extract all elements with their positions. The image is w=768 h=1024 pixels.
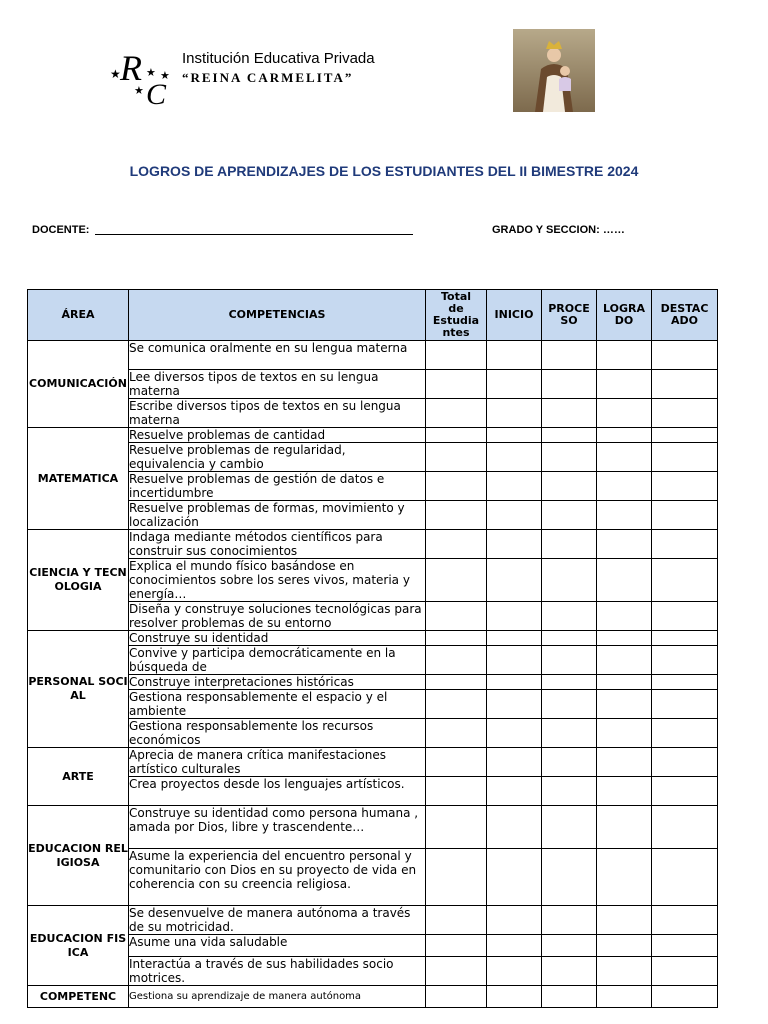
score-cell <box>426 602 487 631</box>
table-row <box>28 631 718 646</box>
competencia-cell: Interactúa a través de sus habilidades socio motrices. <box>129 957 426 986</box>
score-cell <box>426 986 487 1008</box>
table-row <box>28 530 718 559</box>
header-inicio: INICIO <box>487 290 542 341</box>
score-cell <box>597 935 652 957</box>
score-cell <box>597 472 652 501</box>
score-cell <box>487 341 542 370</box>
virgin-carmen-image <box>513 29 595 112</box>
competencia-cell: Diseña y construye soluciones tecnológicas para resolver problemas de su entorno <box>129 602 426 631</box>
competencia-cell: Convive y participa democráticamente en la búsqueda de <box>129 646 426 675</box>
competencia-cell: Asume la experiencia del encuentro personal y comunitario con Dios en su proyecto de vida en coherencia con su creencia religiosa. <box>129 849 426 906</box>
score-cell <box>597 443 652 472</box>
score-cell <box>652 849 718 906</box>
table-row <box>28 986 718 1008</box>
score-cell <box>487 399 542 428</box>
header-destacado: DESTAC ADO <box>652 290 718 341</box>
score-cell <box>487 428 542 443</box>
competencia-cell: Resuelve problemas de formas, movimiento y localización <box>129 501 426 530</box>
table-row <box>28 957 718 986</box>
table-row <box>28 849 718 906</box>
table-row <box>28 675 718 690</box>
docente-label: DOCENTE: <box>32 224 90 236</box>
table-row <box>28 559 718 602</box>
score-cell <box>426 370 487 399</box>
score-cell <box>542 399 597 428</box>
header-area: ÁREA <box>28 290 129 341</box>
score-cell <box>426 341 487 370</box>
table-row <box>28 602 718 631</box>
score-cell <box>487 777 542 806</box>
score-cell <box>542 719 597 748</box>
score-cell <box>426 719 487 748</box>
score-cell <box>542 559 597 602</box>
score-cell <box>597 690 652 719</box>
table-row <box>28 777 718 806</box>
score-cell <box>652 530 718 559</box>
score-cell <box>487 957 542 986</box>
score-cell <box>652 646 718 675</box>
area-cell: ARTE <box>28 748 129 806</box>
competencia-cell: Se comunica oralmente en su lengua materna <box>129 341 426 370</box>
competencia-cell: Gestiona responsablemente el espacio y el ambiente <box>129 690 426 719</box>
score-cell <box>426 806 487 849</box>
score-cell <box>652 719 718 748</box>
svg-text:C: C <box>146 78 167 108</box>
header-total-estudiantes: Total de Estudia ntes <box>426 290 487 341</box>
achievements-table <box>27 289 718 1008</box>
score-cell <box>426 748 487 777</box>
score-cell <box>542 646 597 675</box>
score-cell <box>652 986 718 1008</box>
score-cell <box>542 602 597 631</box>
competencia-cell: Escribe diversos tipos de textos en su lengua materna <box>129 399 426 428</box>
score-cell <box>426 849 487 906</box>
score-cell <box>426 675 487 690</box>
score-cell <box>597 602 652 631</box>
area-cell: MATEMATICA <box>28 428 129 530</box>
score-cell <box>652 443 718 472</box>
score-cell <box>542 472 597 501</box>
competencia-cell: Aprecia de manera crítica manifestaciones artístico culturales <box>129 748 426 777</box>
competencia-cell: Indaga mediante métodos científicos para construir sus conocimientos <box>129 530 426 559</box>
competencia-cell: Crea proyectos desde los lenguajes artísticos. <box>129 777 426 806</box>
score-cell <box>652 675 718 690</box>
score-cell <box>542 777 597 806</box>
score-cell <box>542 443 597 472</box>
table-row <box>28 906 718 935</box>
score-cell <box>652 341 718 370</box>
institution-logo <box>110 48 180 108</box>
score-cell <box>597 646 652 675</box>
score-cell <box>597 777 652 806</box>
table-row <box>28 935 718 957</box>
score-cell <box>487 690 542 719</box>
header-logrado: LOGRA DO <box>597 290 652 341</box>
score-cell <box>487 559 542 602</box>
table-row <box>28 341 718 370</box>
competencia-cell: Construye su identidad <box>129 631 426 646</box>
score-cell <box>487 646 542 675</box>
score-cell <box>652 602 718 631</box>
institution-name: “REINA CARMELITA” <box>182 70 354 85</box>
score-cell <box>426 631 487 646</box>
score-cell <box>426 530 487 559</box>
score-cell <box>487 935 542 957</box>
table-row <box>28 501 718 530</box>
competencia-cell: Resuelve problemas de gestión de datos e incertidumbre <box>129 472 426 501</box>
score-cell <box>487 849 542 906</box>
score-cell <box>652 631 718 646</box>
score-cell <box>487 472 542 501</box>
score-cell <box>597 370 652 399</box>
score-cell <box>652 559 718 602</box>
table-row <box>28 443 718 472</box>
score-cell <box>487 370 542 399</box>
table-row <box>28 370 718 399</box>
score-cell <box>652 428 718 443</box>
competencia-cell: Explica el mundo físico basándose en conocimientos sobre los seres vivos, materia y energía… <box>129 559 426 602</box>
score-cell <box>487 748 542 777</box>
score-cell <box>542 849 597 906</box>
header-proceso: PROCE SO <box>542 290 597 341</box>
document-title: LOGROS DE APRENDIZAJES DE LOS ESTUDIANTES DEL II BIMESTRE 2024 <box>129 163 639 179</box>
table-row <box>28 428 718 443</box>
score-cell <box>487 443 542 472</box>
score-cell <box>597 341 652 370</box>
score-cell <box>426 690 487 719</box>
score-cell <box>542 748 597 777</box>
score-cell <box>542 501 597 530</box>
svg-text:★: ★ <box>134 84 144 97</box>
score-cell <box>426 777 487 806</box>
score-cell <box>487 675 542 690</box>
score-cell <box>542 428 597 443</box>
score-cell <box>652 777 718 806</box>
score-cell <box>542 341 597 370</box>
area-cell: CIENCIA Y TECNOLOGIA <box>28 530 129 631</box>
score-cell <box>542 935 597 957</box>
score-cell <box>542 806 597 849</box>
score-cell <box>652 957 718 986</box>
score-cell <box>487 602 542 631</box>
score-cell <box>426 559 487 602</box>
competencia-cell: Resuelve problemas de cantidad <box>129 428 426 443</box>
score-cell <box>597 501 652 530</box>
score-cell <box>597 957 652 986</box>
score-cell <box>426 399 487 428</box>
score-cell <box>426 428 487 443</box>
score-cell <box>426 501 487 530</box>
score-cell <box>652 399 718 428</box>
score-cell <box>652 370 718 399</box>
score-cell <box>426 957 487 986</box>
area-cell: COMPETENC <box>28 986 129 1008</box>
score-cell <box>597 906 652 935</box>
svg-text:★: ★ <box>110 67 121 81</box>
competencia-cell: Construye su identidad como persona humana , amada por Dios, libre y trascendente… <box>129 806 426 849</box>
score-cell <box>597 399 652 428</box>
area-cell: EDUCACION RELIGIOSA <box>28 806 129 906</box>
institution-type: Institución Educativa Privada <box>182 50 375 67</box>
score-cell <box>597 559 652 602</box>
docente-field <box>32 224 413 236</box>
score-cell <box>487 906 542 935</box>
score-cell <box>542 906 597 935</box>
score-cell <box>652 472 718 501</box>
competencia-cell: Resuelve problemas de regularidad, equivalencia y cambio <box>129 443 426 472</box>
grado-seccion-label: GRADO Y SECCION: …… <box>492 224 625 236</box>
score-cell <box>426 646 487 675</box>
table-row <box>28 748 718 777</box>
score-cell <box>487 986 542 1008</box>
area-cell: PERSONAL SOCIAL <box>28 631 129 748</box>
table-row <box>28 646 718 675</box>
score-cell <box>597 719 652 748</box>
score-cell <box>597 748 652 777</box>
score-cell <box>487 806 542 849</box>
score-cell <box>597 986 652 1008</box>
table-row <box>28 690 718 719</box>
score-cell <box>597 806 652 849</box>
svg-text:★: ★ <box>146 66 156 79</box>
score-cell <box>652 748 718 777</box>
score-cell <box>426 935 487 957</box>
score-cell <box>542 986 597 1008</box>
score-cell <box>652 906 718 935</box>
score-cell <box>542 631 597 646</box>
competencia-cell: Lee diversos tipos de textos en su lengua materna <box>129 370 426 399</box>
score-cell <box>487 501 542 530</box>
score-cell <box>542 690 597 719</box>
competencia-cell: Asume una vida saludable <box>129 935 426 957</box>
competencia-cell: Gestiona su aprendizaje de manera autónoma <box>129 986 426 1008</box>
score-cell <box>652 501 718 530</box>
score-cell <box>597 849 652 906</box>
score-cell <box>542 957 597 986</box>
score-cell <box>487 530 542 559</box>
svg-text:★: ★ <box>160 69 170 82</box>
table-row <box>28 719 718 748</box>
area-cell: COMUNICACIÓN <box>28 341 129 428</box>
score-cell <box>652 935 718 957</box>
score-cell <box>597 428 652 443</box>
score-cell <box>487 719 542 748</box>
score-cell <box>652 690 718 719</box>
table-header-row <box>28 290 718 341</box>
score-cell <box>597 675 652 690</box>
score-cell <box>426 472 487 501</box>
header-competencias: COMPETENCIAS <box>129 290 426 341</box>
score-cell <box>542 370 597 399</box>
table-row <box>28 806 718 849</box>
table-row <box>28 399 718 428</box>
score-cell <box>597 631 652 646</box>
score-cell <box>542 530 597 559</box>
svg-text:R: R <box>120 48 142 88</box>
score-cell <box>542 675 597 690</box>
competencia-cell: Se desenvuelve de manera autónoma a través de su motricidad. <box>129 906 426 935</box>
competencia-cell: Construye interpretaciones históricas <box>129 675 426 690</box>
score-cell <box>652 806 718 849</box>
score-cell <box>487 631 542 646</box>
score-cell <box>426 443 487 472</box>
docente-blank-line <box>95 234 413 235</box>
area-cell: EDUCACION FISICA <box>28 906 129 986</box>
score-cell <box>597 530 652 559</box>
score-cell <box>426 906 487 935</box>
table-row <box>28 472 718 501</box>
competencia-cell: Gestiona responsablemente los recursos económicos <box>129 719 426 748</box>
